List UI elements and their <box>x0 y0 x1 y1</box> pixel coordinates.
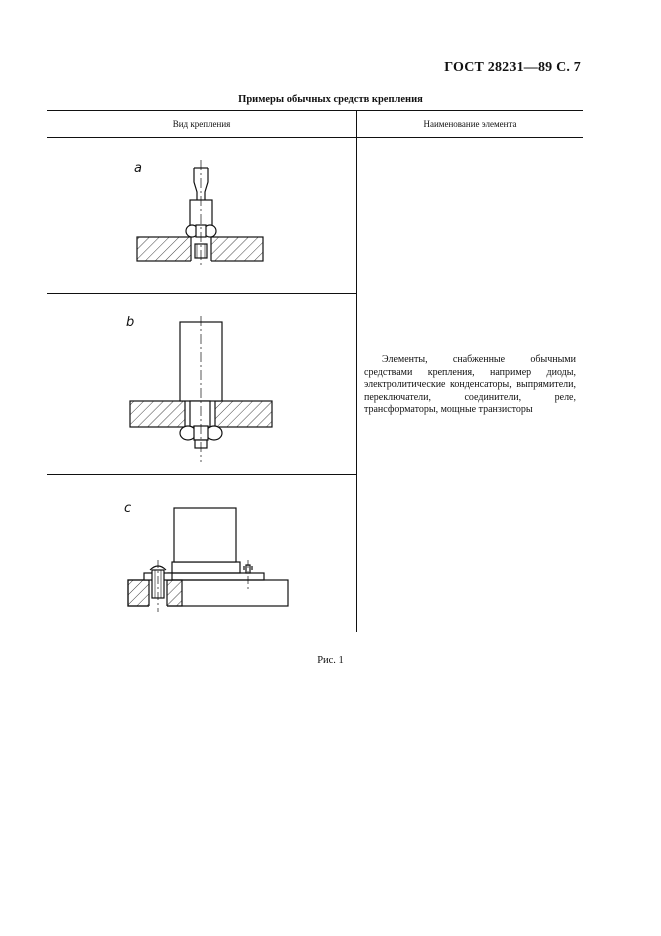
figure-caption: Рис. 1 <box>317 655 344 666</box>
figure-label-c: c <box>124 501 132 516</box>
figure-b-drawing <box>126 315 272 462</box>
figure-label-b: b <box>126 315 135 330</box>
standard-page-header: ГОСТ 28231—89 С. 7 <box>444 60 581 75</box>
figure-label-a: a <box>134 161 142 176</box>
element-description: Элементы, снабженные обычными средствами крепления, например диоды, электролитические конденсаторы, выпрямители, переключатели, соединители, реле, трансформаторы, мощные транзисторы <box>364 354 576 416</box>
figure-c-drawing <box>124 501 288 612</box>
column-header-element-name: Наименование элемента <box>423 119 517 129</box>
figure-a-drawing <box>134 160 263 266</box>
column-header-mount-type: Вид крепления <box>172 119 231 129</box>
table-title: Примеры обычных средств крепления <box>238 94 423 105</box>
